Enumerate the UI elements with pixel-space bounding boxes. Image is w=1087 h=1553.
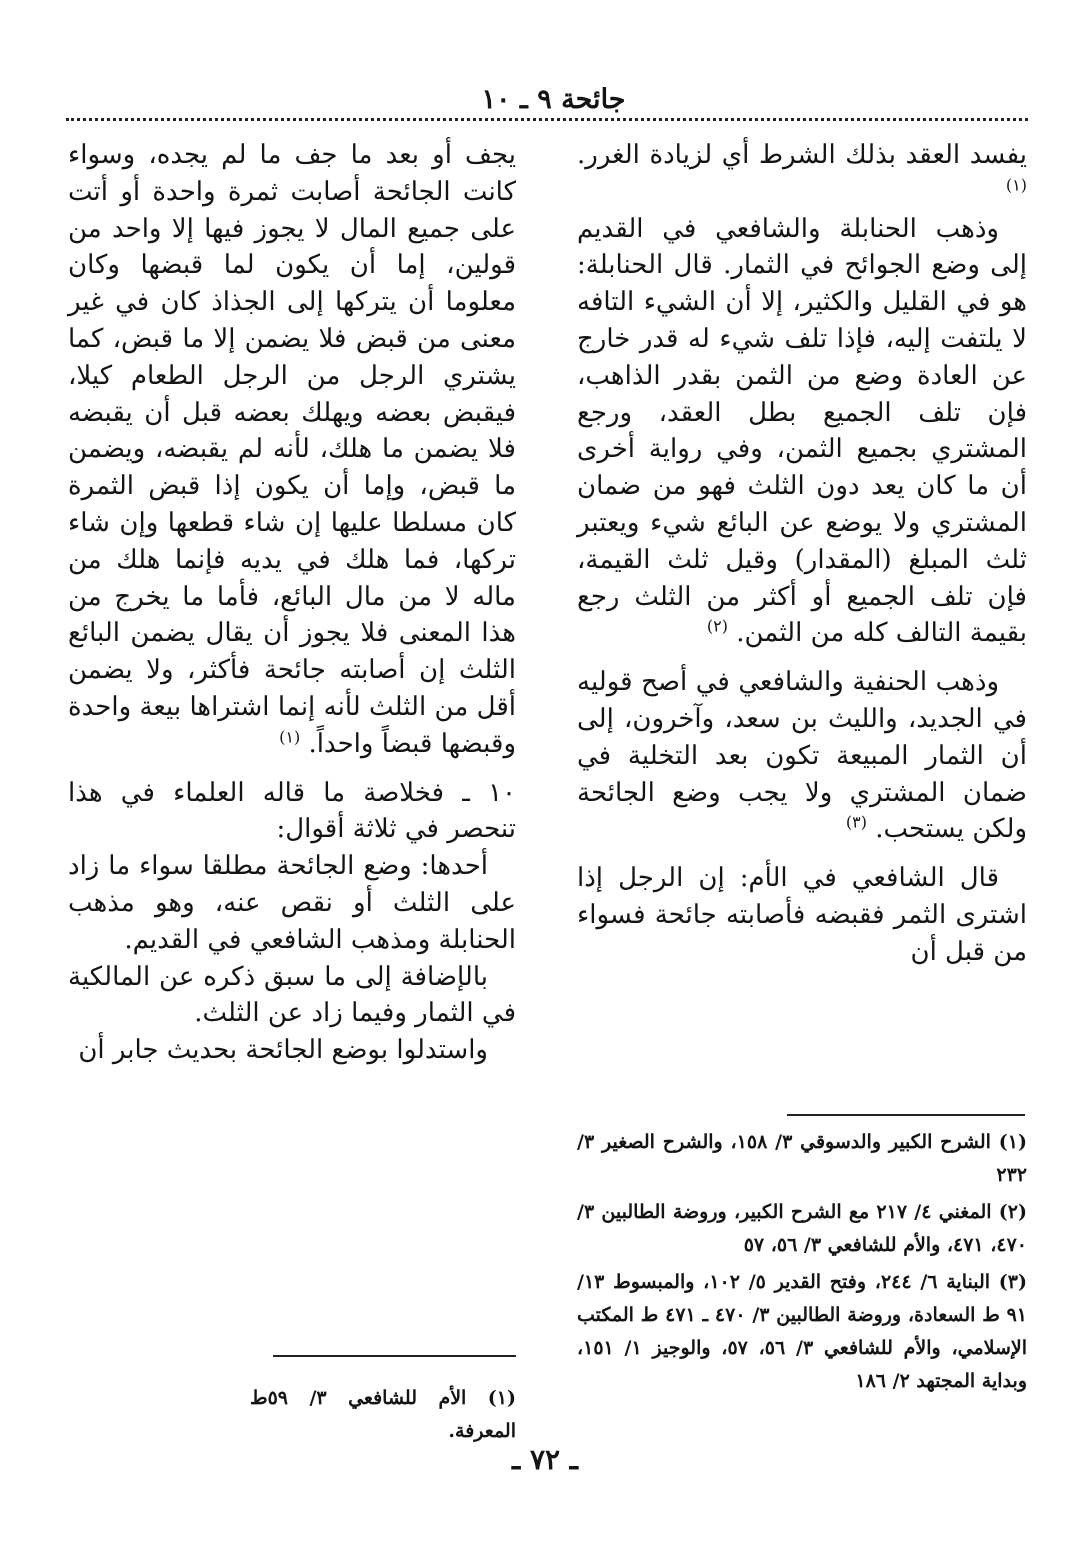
footnote-mark: (٢) bbox=[706, 616, 728, 636]
footnote-mark: (١) bbox=[279, 727, 301, 747]
paragraph: يجف أو بعد ما جف ما لم يجده، وسواء كانت الجائحة أصابت ثمرة واحدة أو أتت على جميع المال لا يجوز فيها إلا واحد من قولين، إما أن يكون لما قبضها وكان معلوما أن يتركها إلى الجذاذ كان في غير معنى من قبض فلا يضمن إلا ما قبض، كما يشتري الرجل من الرجل الطعام كيلا، فيقبض بعضه ويهلك بعضه قبل أن يقبضه فلا يضمن ما هلك، لأنه لم يقبضه، ويضمن ما قبض، وإما أن يكون إذا قبض الثمرة كان مسلطا عليها إن شاء قطعها وإن شاء تركها، فما هلك في يديه فإنما هلك من ماله لا من مال البائع، فأما ما يخرج من هذا المعنى فلا يجوز أن يقال يضمن البائع الثلث إن أصابته جائحة فأكثر، ولا يضمن أقل من الثلث لأنه إنما اشتراها بيعة واحدة وقبضها قبضاً واحداً. $^{(١)}$ bbox=[68, 140, 516, 759]
header-dotted-rule bbox=[66, 118, 1028, 121]
right-text-column bbox=[577, 137, 1027, 971]
page-number: ـ ٧٢ ـ bbox=[512, 1443, 578, 1476]
paragraph: وذهب الحنفية والشافعي في أصح قوليه في الجديد، والليث بن سعد، وآخرون، إلى أن الثمار المبيعة تكون بعد التخلية في ضمان المشتري ولا يجب وضع الجائحة ولكن يستحب. $^{(٣)}$ bbox=[577, 667, 1027, 845]
running-header: جائحة ٩ ـ ١٠ bbox=[481, 84, 626, 115]
footnote: (٣) البناية ٦/ ٢٤٤، وفتح القدير ٥/ ١٠٢، والمبسوط ١٣/ ٩١ ط السعادة، وروضة الطالبين ٣/ ٤٧٠ ـ ٤٧١ ط المكتب الإسلامي، والأم للشافعي ٣/ ٥٦، ٥٧، والوجيز ١/ ١٥١، وبداية المجتهد ٢/ ١٨٦ bbox=[577, 1271, 1028, 1392]
footnote-separator bbox=[273, 1355, 516, 1357]
left-text-column bbox=[68, 137, 516, 1069]
section-paragraph: ١٠ ـ فخلاصة ما قاله العلماء في هذا تنحصر في ثلاثة أقوال: bbox=[68, 777, 516, 845]
paragraph: بالإضافة إلى ما سبق ذكره عن المالكية في الثمار وفيما زاد عن الثلث. bbox=[68, 961, 516, 1029]
paragraph: يفسد العقد بذلك الشرط أي لزيادة الغرر. $^{(١)}$ bbox=[577, 140, 1027, 195]
paragraph: وذهب الحنابلة والشافعي في القديم إلى وضع الجوائح في الثمار. قال الحنابلة: هو في القليل والكثير، إلا أن الشيء التافه لا يلتفت إليه، فإذا تلف شيء له قدر خارج عن العادة وضع من الثمن بقدر الذاهب، فإن تلف الجميع بطل العقد، ورجع المشتري بجميع الثمن، وفي رواية أخرى أن ما كان يعد دون الثلث فهو من ضمان المشتري ولا يوضع عن البائع شيء ويعتبر ثلث المبلغ (المقدار) وقيل ثلث القيمة، فإن تلف الجميع أو أكثر من الثلث رجع بقيمة التالف كله من الثمن. $^{(٢)}$ bbox=[577, 213, 1027, 649]
footnote: (١) الأم للشافعي ٣/ ٥٩ط المعرفة. bbox=[250, 1387, 516, 1442]
footnote-mark: (١) bbox=[1005, 175, 1027, 195]
footnote-mark: (٣) bbox=[845, 812, 867, 832]
footnotes-left bbox=[250, 1382, 516, 1452]
paragraph: أحدها: وضع الجائحة مطلقا سواء ما زاد على الثلث أو نقص عنه، وهو مذهب الحنابلة ومذهب الشافعي في القديم. bbox=[68, 851, 516, 955]
footnote: (٢) المغني ٤/ ٢١٧ مع الشرح الكبير، وروضة الطالبين ٣/ ٤٧٠، ٤٧١، والأم للشافعي ٣/ ٥٦، ٥٧ bbox=[577, 1201, 1027, 1256]
footnotes-right bbox=[577, 1126, 1027, 1402]
paragraph: واستدلوا بوضع الجائحة بحديث جابر أن bbox=[78, 1035, 488, 1066]
footnote-separator bbox=[787, 1114, 1025, 1116]
paragraph: قال الشافعي في الأم: إن الرجل إذا اشترى الثمر فقبضه فأصابته جائحة فسواء من قبل أن bbox=[577, 863, 1027, 967]
footnote: (١) الشرح الكبير والدسوقي ٣/ ١٥٨، والشرح الصغير ٣/ ٢٣٢ bbox=[577, 1131, 1027, 1186]
